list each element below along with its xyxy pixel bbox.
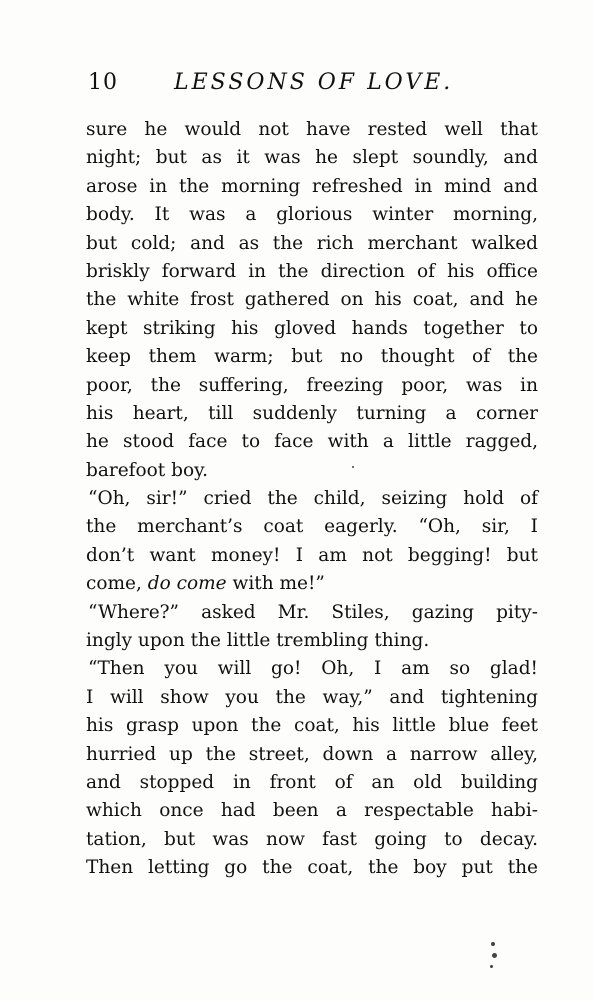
- text-line: sure he would not have rested well that: [86, 119, 538, 140]
- text-line: which once had been a respectable habi-: [86, 800, 538, 822]
- text-line: kept striking his gloved hands together to: [86, 317, 538, 339]
- text-line: hurried up the street, down a narrow alley,: [86, 743, 538, 765]
- text-line: briskly forward in the direction of his office: [86, 260, 538, 282]
- text-fragment: come,: [86, 573, 148, 595]
- text-line: ingly upon the little trembling thing.: [86, 630, 430, 652]
- text-line: but cold; and as the rich merchant walked: [86, 232, 538, 254]
- running-title: LESSONS OF LOVE.: [174, 70, 454, 95]
- text-line: his heart, till suddenly turning a corner: [86, 402, 538, 424]
- ink-speck: [491, 942, 495, 946]
- body-text: [86, 116, 538, 883]
- text-line: arose in the morning refreshed in mind and: [86, 175, 538, 197]
- text-line: “Where?” asked Mr. Stiles, gazing pity-: [88, 601, 538, 623]
- text-line: “Then you will go! Oh, I am so glad!: [88, 658, 538, 680]
- ink-speck: [490, 965, 493, 968]
- text-line: Then letting go the coat, the boy put the: [86, 857, 538, 879]
- text-line: poor, the suffering, freezing poor, was in: [86, 374, 538, 396]
- ink-speck: [352, 466, 354, 468]
- page-header: [88, 70, 538, 100]
- text-line: don’t want money! I am not begging! but: [86, 544, 538, 566]
- text-line: tation, but was now fast going to decay.: [86, 828, 538, 850]
- emphasis-text: do come: [147, 573, 227, 595]
- text-line: “Oh, sir!” cried the child, seizing hold of: [88, 488, 538, 510]
- text-line: barefoot boy.: [86, 459, 208, 481]
- text-line: and stopped in front of an old building: [86, 771, 538, 793]
- text-line: body. It was a glorious winter morning,: [86, 204, 538, 226]
- page-number: 10: [88, 70, 118, 95]
- text-line-mixed: [86, 570, 538, 598]
- text-line: he stood face to face with a little ragged,: [86, 431, 538, 453]
- text-line: night; but as it was he slept soundly, and: [86, 147, 538, 169]
- ink-speck: [492, 953, 497, 958]
- text-line: keep them warm; but no thought of the: [86, 346, 538, 368]
- text-line: the merchant’s coat eagerly. “Oh, sir, I: [86, 516, 538, 538]
- text-line: his grasp upon the coat, his little blue feet: [86, 715, 538, 737]
- text-line: the white frost gathered on his coat, and he: [86, 289, 538, 311]
- text-line: I will show you the way,” and tightening: [86, 686, 538, 708]
- text-fragment: with me!”: [226, 573, 325, 595]
